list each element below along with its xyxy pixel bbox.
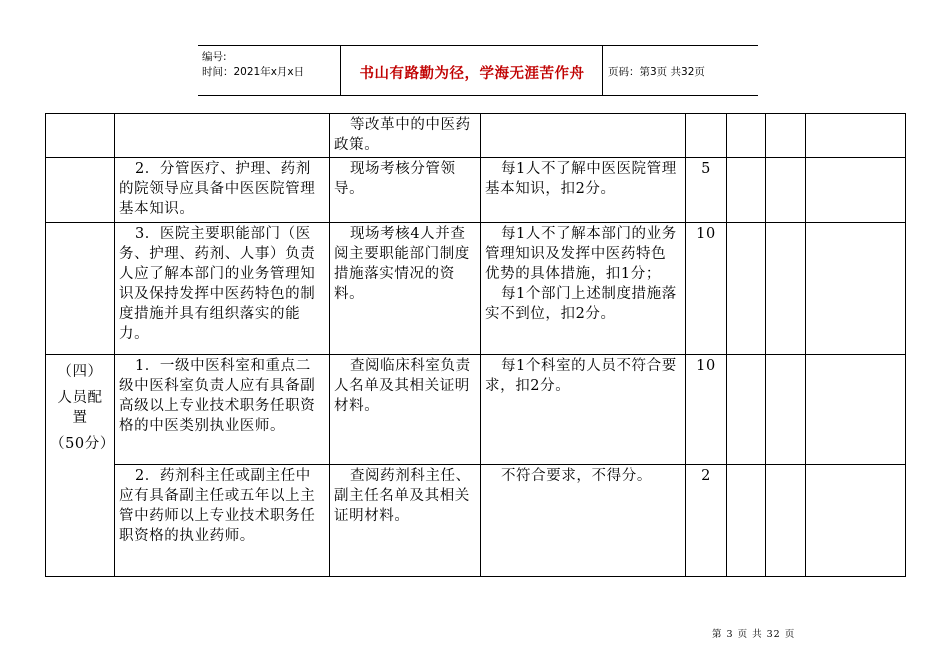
points-cell: 2 <box>686 465 727 577</box>
header-meta <box>202 50 304 80</box>
score-rule-cell: 每1人不了解中医医院管理基本知识，扣2分。 <box>481 158 686 223</box>
blank-cell <box>806 158 906 223</box>
item-cell <box>115 114 330 158</box>
table-row <box>46 223 906 355</box>
category-cell <box>46 158 115 223</box>
header-divider-1 <box>340 45 341 95</box>
blank-cell <box>766 158 806 223</box>
table-row <box>46 465 906 577</box>
category-cell <box>46 223 115 355</box>
time-label: 时间：2021年x月x日 <box>202 66 305 78</box>
header-bottom-rule <box>198 95 758 96</box>
blank-cell <box>727 465 766 577</box>
score-rule-cell: 每1个科室的人员不符合要求，扣2分。 <box>481 355 686 465</box>
blank-cell <box>806 355 906 465</box>
blank-cell <box>766 465 806 577</box>
header-motto: 书山有路勤为径，学海无涯苦作舟 <box>359 66 585 82</box>
item-cell: 2．药剂科主任或副主任中应有具备副主任或五年以上主管中药师以上专业技术职务任职资格的执业药师。 <box>115 465 330 577</box>
category-cell <box>46 355 115 577</box>
item-cell: 3．医院主要职能部门（医务、护理、药剂、人事）负责人应了解本部门的业务管理知识及保持发挥中医药特色的制度措施并具有组织落实的能力。 <box>115 223 330 355</box>
score-rule-cell: 不符合要求，不得分。 <box>481 465 686 577</box>
blank-cell <box>727 114 766 158</box>
points-cell: 10 <box>686 355 727 465</box>
item-cell: 1．一级中医科室和重点二级中医科室负责人应有具备副高级以上专业技术职务任职资格的中医类别执业医师。 <box>115 355 330 465</box>
points-cell <box>686 114 727 158</box>
category-number: （四） <box>57 364 103 380</box>
table-row <box>46 114 906 158</box>
header-divider-2 <box>602 45 603 95</box>
method-cell: 现场考核4人并查阅主要职能部门制度措施落实情况的资料。 <box>330 223 481 355</box>
table-row <box>46 355 906 465</box>
table-row <box>46 158 906 223</box>
points-cell: 10 <box>686 223 727 355</box>
blank-cell <box>727 158 766 223</box>
blank-cell <box>766 355 806 465</box>
category-name: 人员配置 <box>57 390 103 426</box>
score-rule-cell <box>481 114 686 158</box>
method-cell: 查阅临床科室负责人名单及其相关证明材料。 <box>330 355 481 465</box>
blank-cell <box>766 114 806 158</box>
score-rule-line: 每1人不了解本部门的业务管理知识及发挥中医药特色优势的具体措施，扣1分； <box>485 226 677 282</box>
code-label: 编号: <box>202 51 227 63</box>
blank-cell <box>806 223 906 355</box>
blank-cell <box>806 465 906 577</box>
method-cell: 查阅药剂科主任、副主任名单及其相关证明材料。 <box>330 465 481 577</box>
blank-cell <box>727 223 766 355</box>
category-score: （50分） <box>50 436 115 452</box>
method-cell: 现场考核分管领导。 <box>330 158 481 223</box>
method-cell: 等改革中的中医药政策。 <box>330 114 481 158</box>
score-rule-cell <box>481 223 686 355</box>
header-page-label: 页码：第3页 共32页 <box>608 66 705 78</box>
page-footer: 第 3 页 共 32 页 <box>712 629 796 640</box>
item-cell: 2．分管医疗、护理、药剂的院领导应具备中医医院管理基本知识。 <box>115 158 330 223</box>
score-rule-line: 每1个部门上述制度措施落实不到位，扣2分。 <box>485 286 677 322</box>
header-top-rule <box>198 45 758 46</box>
points-cell: 5 <box>686 158 727 223</box>
evaluation-table <box>45 113 906 577</box>
blank-cell <box>766 223 806 355</box>
category-cell <box>46 114 115 158</box>
blank-cell <box>727 355 766 465</box>
blank-cell <box>806 114 906 158</box>
